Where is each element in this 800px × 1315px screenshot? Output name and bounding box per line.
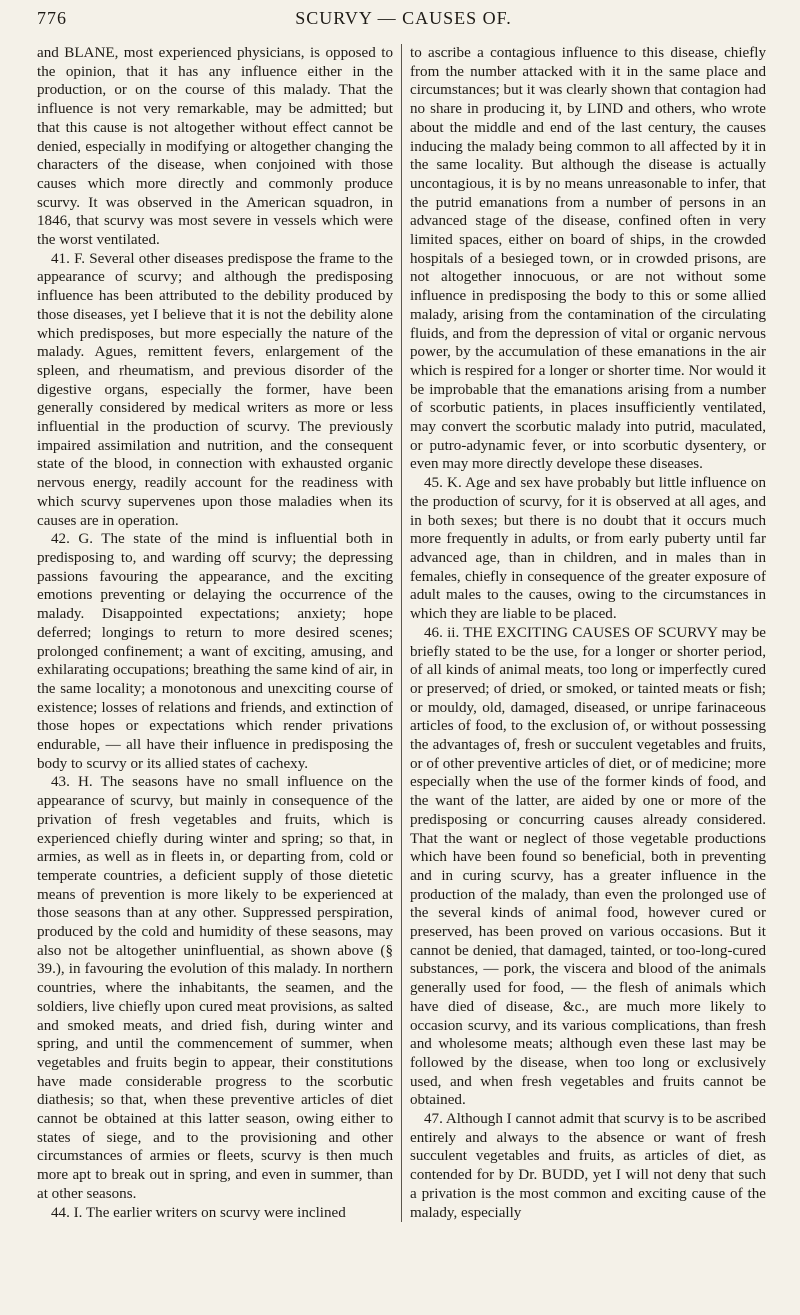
running-header — [37, 8, 770, 34]
paragraph: 47. Although I cannot admit that scurvy is to be ascribed entirely and always to the absence or want of fresh succulent vegetables and fruits, as articles of diet, as contended for by Dr. BUDD, yet I will not deny that such a privation is the most common and exciting cause of the malady, especially — [410, 1111, 766, 1221]
paragraph: to ascribe a contagious influence to this disease, chiefly from the number attacked with it in the same place and circumstances; but it was clearly shown that contagion had no share in producing it, by LIND and others, who wrote about the middle and end of the last century, the causes inducing the malady being common to all affected by it in the same locality. But although the disease is actually uncontagious, it is by no means unreasonable to infer, that the putrid emanations from a number of persons in an advanced stage of the disease, confined often in very limited spaces, either on board of ships, in the crowded hospitals of a besieged town, or in crowded prisons, are not altogether innocuous, or are not without some influence in predisposing the body to this or some allied malady, arising from the contamination of the circulating fluids, and from the depression of vital or organic nervous power, by the accumulation of these emanations in the air which is respired for a longer or shorter time. Nor would it be improbable that the emanations arising from a number of scorbutic patients, in places insufficiently ventilated, may convert the scorbutic malady into putrid, maculated, or putro-adynamic fever, or into scorbutic dysentery, or even may more directly develope these diseases. — [410, 45, 766, 473]
page-number: 776 — [37, 8, 67, 28]
left-column — [37, 44, 401, 1222]
paragraph: 44. I. The earlier writers on scurvy were inclined — [51, 1204, 346, 1221]
right-column — [401, 44, 766, 1222]
paragraph: and BLANE, most experienced physicians, is opposed to the opinion, that it has any influence either in the production, or on the course of this malady. That the influence is not very remarkable, may be admitted; but that this cause is not altogether without effect cannot be denied, especially in modifying or altogether changing the characters of the disease, when conjoined with those causes which more directly and commonly produce scurvy. It was observed in the American squadron, in 1846, that scurvy was most severe in vessels which were the worst ventilated. — [37, 45, 393, 249]
running-title: SCURVY — CAUSES OF. — [295, 8, 512, 28]
text-columns — [37, 44, 770, 1222]
paragraph: 43. H. The seasons have no small influence on the appearance of scurvy, but mainly in consequence of the privation of fresh vegetables and fruits, which is experienced chiefly during winter and spring; so that, in armies, as well as in fleets in, or departing from, cold or temperate countries, a deficient supply of those dietetic means of prevention is more likely to be experienced at those seasons than at any other. Suppressed perspiration, produced by the cold and humidity of these seasons, may also not be altogether uninfluential, as shown above (§ 39.), in favouring the evolution of this malady. In northern countries, where the inhabitants, the seamen, and the soldiers, live chiefly upon cured meat provisions, as salted and smoked meats, and dried fish, during winter and spring, and until the commencement of summer, when vegetables and fruits begin to appear, their constitutions have made considerable progress to the scorbutic diathesis; so that, when these preventive articles of diet cannot be obtained at this latter season, owing either to states of siege, and to the provisioning and other circumstances of armies or fleets, scurvy is then much more apt to break out in spring, and even in summer, than at other seasons. — [37, 774, 393, 1202]
paragraph: 41. F. Several other diseases predispose the frame to the appearance of scurvy; and although the predisposing influence has been attributed to the debility produced by those diseases, yet I believe that it is not the debility alone which predisposes, but more especially the nature of the malady. Agues, remittent fevers, enlargement of the spleen, and rheumatism, and previous disorder of the digestive organs, especially the former, have been generally considered by medical writers as more or less influential in the production of scurvy. The previously impaired assimilation and nutrition, and the consequent state of the blood, in connection with exhausted organic nervous energy, readily account for the readiness with which scurvy supervenes upon those maladies when its causes are in operation. — [37, 250, 393, 529]
paragraph: 46. ii. THE EXCITING CAUSES OF SCURVY may be briefly stated to be the use, for a longer or shorter period, of all kinds of animal meats, too long or imperfectly cured or preserved; of dried, or smoked, or tainted meats or fish; or mouldy, old, damaged, diseased, or unripe farinaceous articles of food, to the exclusion of, or without possessing the advantages of, fresh or succulent vegetables and fruits, or of other preventive articles of diet, or of medicine; more especially when the use of the former kinds of food, and the want of the latter, are aided by one or more of the predisposing or concurring causes already considered. That the want or neglect of those vegetable productions which have been found so beneficial, both in preventing and in curing scurvy, has a greater influence in the production of the malady, than even the prolonged use of the several kinds of animal food, however cured or preserved, has been proved on various occasions. But it cannot be denied, that damaged, tainted, or too-long-cured substances, — pork, the viscera and blood of the animals generally used for food, — the flesh of animals which have died of disease, &c., are much more likely to occasion scurvy, and its various complications, than fresh and wholesome meats; although even these last may be followed by the disease, when too long or exclusively used, and when fresh vegetables and fruits cannot be obtained. — [410, 624, 766, 1109]
paragraph: 42. G. The state of the mind is influential both in predisposing to, and warding off scurvy; the depressing passions favouring the appearance, and the exciting emotions preventing or delaying the occurrence of the malady. Disappointed expectations; anxiety; hope deferred; longings to return to more desired scenes; prolonged confinement; a want of exciting, amusing, and exhilarating occupations; breathing the same kind of air, in the same locality; a monotonous and unexciting course of existence; losses of relations and friends, and extinction of those hopes or expectations which render privations endurable, — all have their influence in predisposing the body to scurvy or its allied states of cachexy. — [37, 531, 393, 772]
paragraph: 45. K. Age and sex have probably but little influence on the production of scurvy, for it is observed at all ages, and in both sexes; but there is no doubt that it occurs much more frequently in adults, or from early puberty until far advanced age, than in children, and in males than in females, chiefly in consequence of the greater exposure of adult males to the causes, owing to the circumstances in which they are liable to be placed. — [410, 475, 766, 623]
